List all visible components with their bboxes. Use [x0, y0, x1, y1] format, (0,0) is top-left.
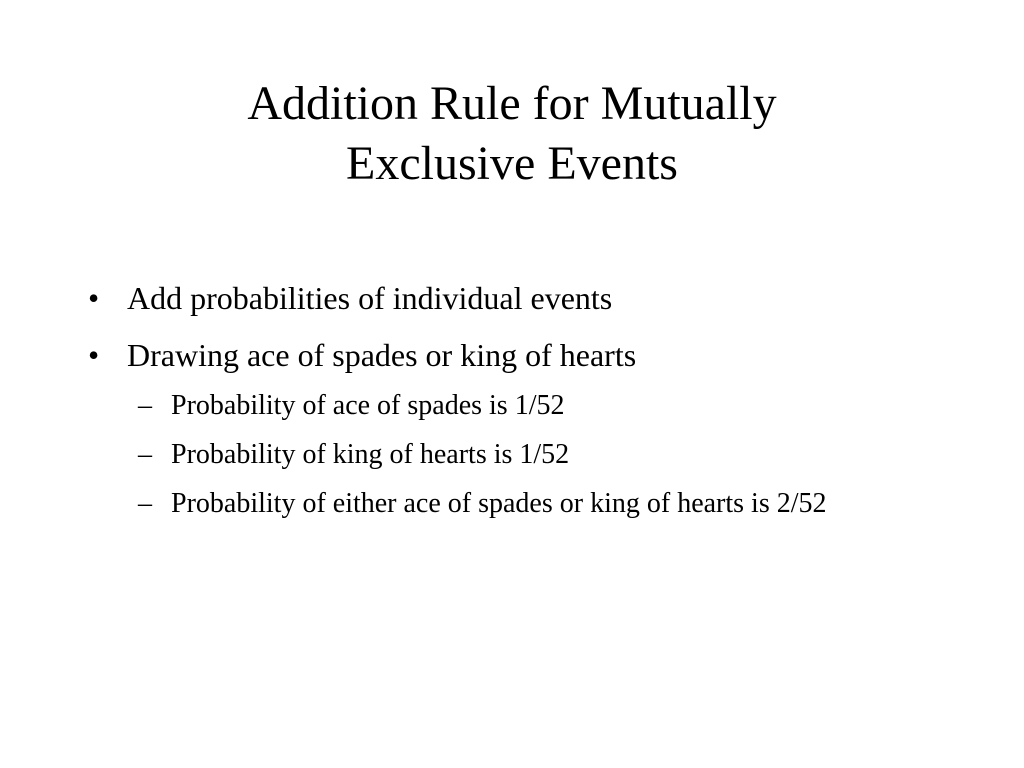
sub-bullet-marker: –	[138, 390, 152, 421]
sub-bullet-item	[80, 390, 940, 422]
bullet-text: Drawing ace of spades or king of hearts	[127, 337, 637, 373]
sub-bullet-marker: –	[138, 488, 152, 519]
sub-bullet-marker: –	[138, 439, 152, 470]
bullet-marker: •	[88, 337, 100, 373]
slide-body	[80, 278, 940, 537]
bullet-text: Add probabilities of individual events	[127, 280, 613, 316]
bullet-marker: •	[88, 280, 100, 316]
bullet-item	[80, 335, 940, 375]
sub-bullet-item	[80, 488, 940, 520]
sub-bullet-item	[80, 439, 940, 471]
sub-bullet-group	[80, 390, 940, 520]
title-line-2: Exclusive Events	[346, 137, 678, 190]
slide-title	[112, 74, 912, 194]
sub-bullet-list	[80, 390, 940, 520]
sub-bullet-text: Probability of ace of spades is 1/52	[171, 390, 565, 421]
sub-bullet-text: Probability of either ace of spades or king of hearts is 2/52	[171, 488, 827, 519]
bullet-item	[80, 278, 940, 318]
sub-bullet-text: Probability of king of hearts is 1/52	[171, 439, 570, 470]
title-line-1: Addition Rule for Mutually	[247, 77, 777, 130]
